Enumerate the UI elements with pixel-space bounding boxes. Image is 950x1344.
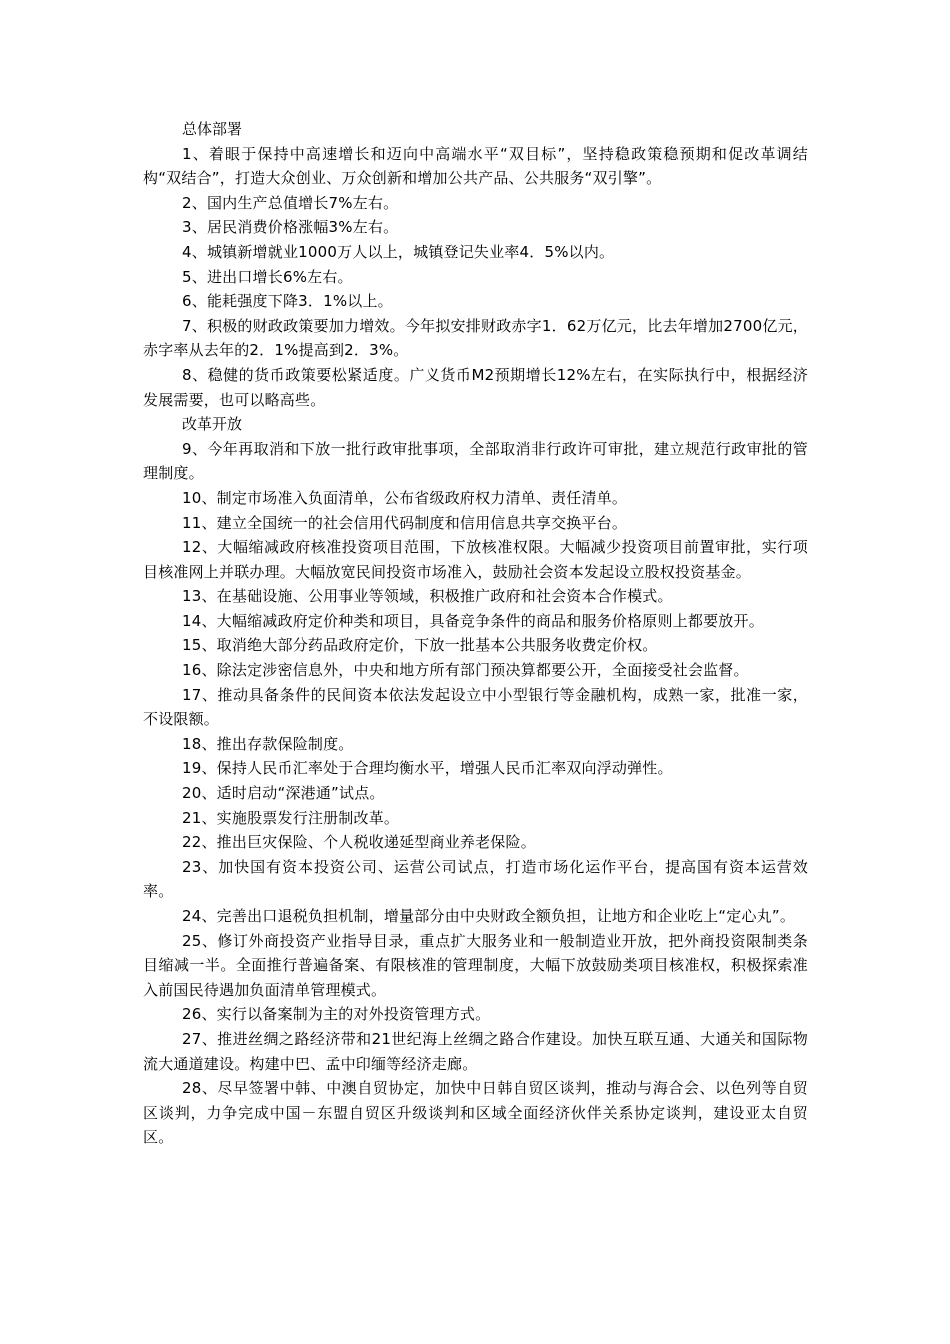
list-item-16: 16、除法定涉密信息外，中央和地方所有部门预决算都要公开，全面接受社会监督。 (182, 661, 749, 680)
list-item-10: 10、制定市场准入负面清单，公布省级政府权力清单、责任清单。 (182, 488, 628, 507)
section-heading-overall: 总体部署 (182, 120, 243, 138)
list-item-15: 15、取消绝大部分药品政府定价，下放一批基本公共服务收费定价权。 (182, 636, 658, 655)
list-item-8: 8、稳健的货币政策要松紧适度。广义货币M2预期增长12%左右，在实际执行中，根据经济发展需要，也可以略高些。 (143, 365, 808, 409)
list-item-3: 3、居民消费价格涨幅3%左右。 (182, 218, 399, 237)
list-item-20: 20、适时启动“深港通”试点。 (182, 784, 385, 803)
list-item-4: 4、城镇新增就业1000万人以上，城镇登记失业率4．5%以内。 (182, 242, 615, 261)
list-item-5: 5、进出口增长6%左右。 (182, 267, 353, 286)
list-item-7: 7、积极的财政政策要加力增效。今年拟安排财政赤字1．62万亿元，比去年增加2700亿元，赤字率从去年的2．1%提高到2．3%。 (143, 316, 808, 360)
list-item-27: 27、推进丝绸之路经济带和21世纪海上丝绸之路合作建设。加快互联互通、大通关和国际物流大通道建设。构建中巴、孟中印缅等经济走廊。 (143, 1029, 808, 1073)
list-item-13: 13、在基础设施、公用事业等领域，积极推广政府和社会资本合作模式。 (182, 587, 673, 606)
list-item-6: 6、能耗强度下降3．1%以上。 (182, 292, 393, 311)
list-item-11: 11、建立全国统一的社会信用代码制度和信用信息共享交换平台。 (182, 513, 628, 532)
list-item-17: 17、推动具备条件的民间资本依法发起设立中小型银行等金融机构，成熟一家，批准一家，不设限额。 (143, 685, 808, 729)
list-item-1: 1、着眼于保持中高速增长和迈向中高端水平“双目标”，坚持稳政策稳预期和促改革调结构“双结合”，打造大众创业、万众创新和增加公共产品、公共服务“双引擎”。 (143, 144, 808, 188)
list-item-12: 12、大幅缩减政府核准投资项目范围，下放核准权限。大幅减少投资项目前置审批，实行项目核准网上并联办理。大幅放宽民间投资市场准入，鼓励社会资本发起设立股权投资基金。 (143, 538, 808, 581)
list-item-24: 24、完善出口退税负担机制，增量部分由中央财政全额负担，让地方和企业吃上“定心丸”。 (182, 907, 796, 925)
list-item-25: 25、修订外商投资产业指导目录，重点扩大服务业和一般制造业开放，把外商投资限制类条目缩减一半。全面推行普遍备案、有限核准的管理制度，大幅下放鼓励类项目核准权，积极探索准入前国民待遇加负面清单管理模式。 (143, 931, 808, 999)
list-item-22: 22、推出巨灾保险、个人税收递延型商业养老保险。 (182, 833, 536, 852)
section-heading-reform: 改革开放 (182, 415, 243, 434)
list-item-14: 14、大幅缩减政府定价种类和项目，具备竞争条件的商品和服务价格原则上都要放开。 (182, 611, 764, 630)
list-item-21: 21、实施股票发行注册制改革。 (182, 808, 400, 827)
list-item-19: 19、保持人民币汇率处于合理均衡水平，增强人民币汇率双向浮动弹性。 (182, 759, 673, 778)
list-item-18: 18、推出存款保险制度。 (182, 734, 354, 753)
list-item-23: 23、加快国有资本投资公司、运营公司试点，打造市场化运作平台，提高国有资本运营效率。 (143, 857, 808, 901)
list-item-26: 26、实行以备案制为主的对外投资管理方式。 (182, 1005, 491, 1024)
list-item-2: 2、国内生产总值增长7%左右。 (182, 193, 399, 212)
list-item-28: 28、尽早签署中韩、中澳自贸协定，加快中日韩自贸区谈判，推动与海合会、以色列等自贸区谈判，力争完成中国－东盟自贸区升级谈判和区域全面经济伙伴关系协定谈判，建设亚太自贸区。 (143, 1079, 808, 1147)
document-page (143, 117, 808, 1150)
list-item-9: 9、今年再取消和下放一批行政审批事项，全部取消非行政许可审批，建立规范行政审批的管理制度。 (143, 439, 808, 483)
